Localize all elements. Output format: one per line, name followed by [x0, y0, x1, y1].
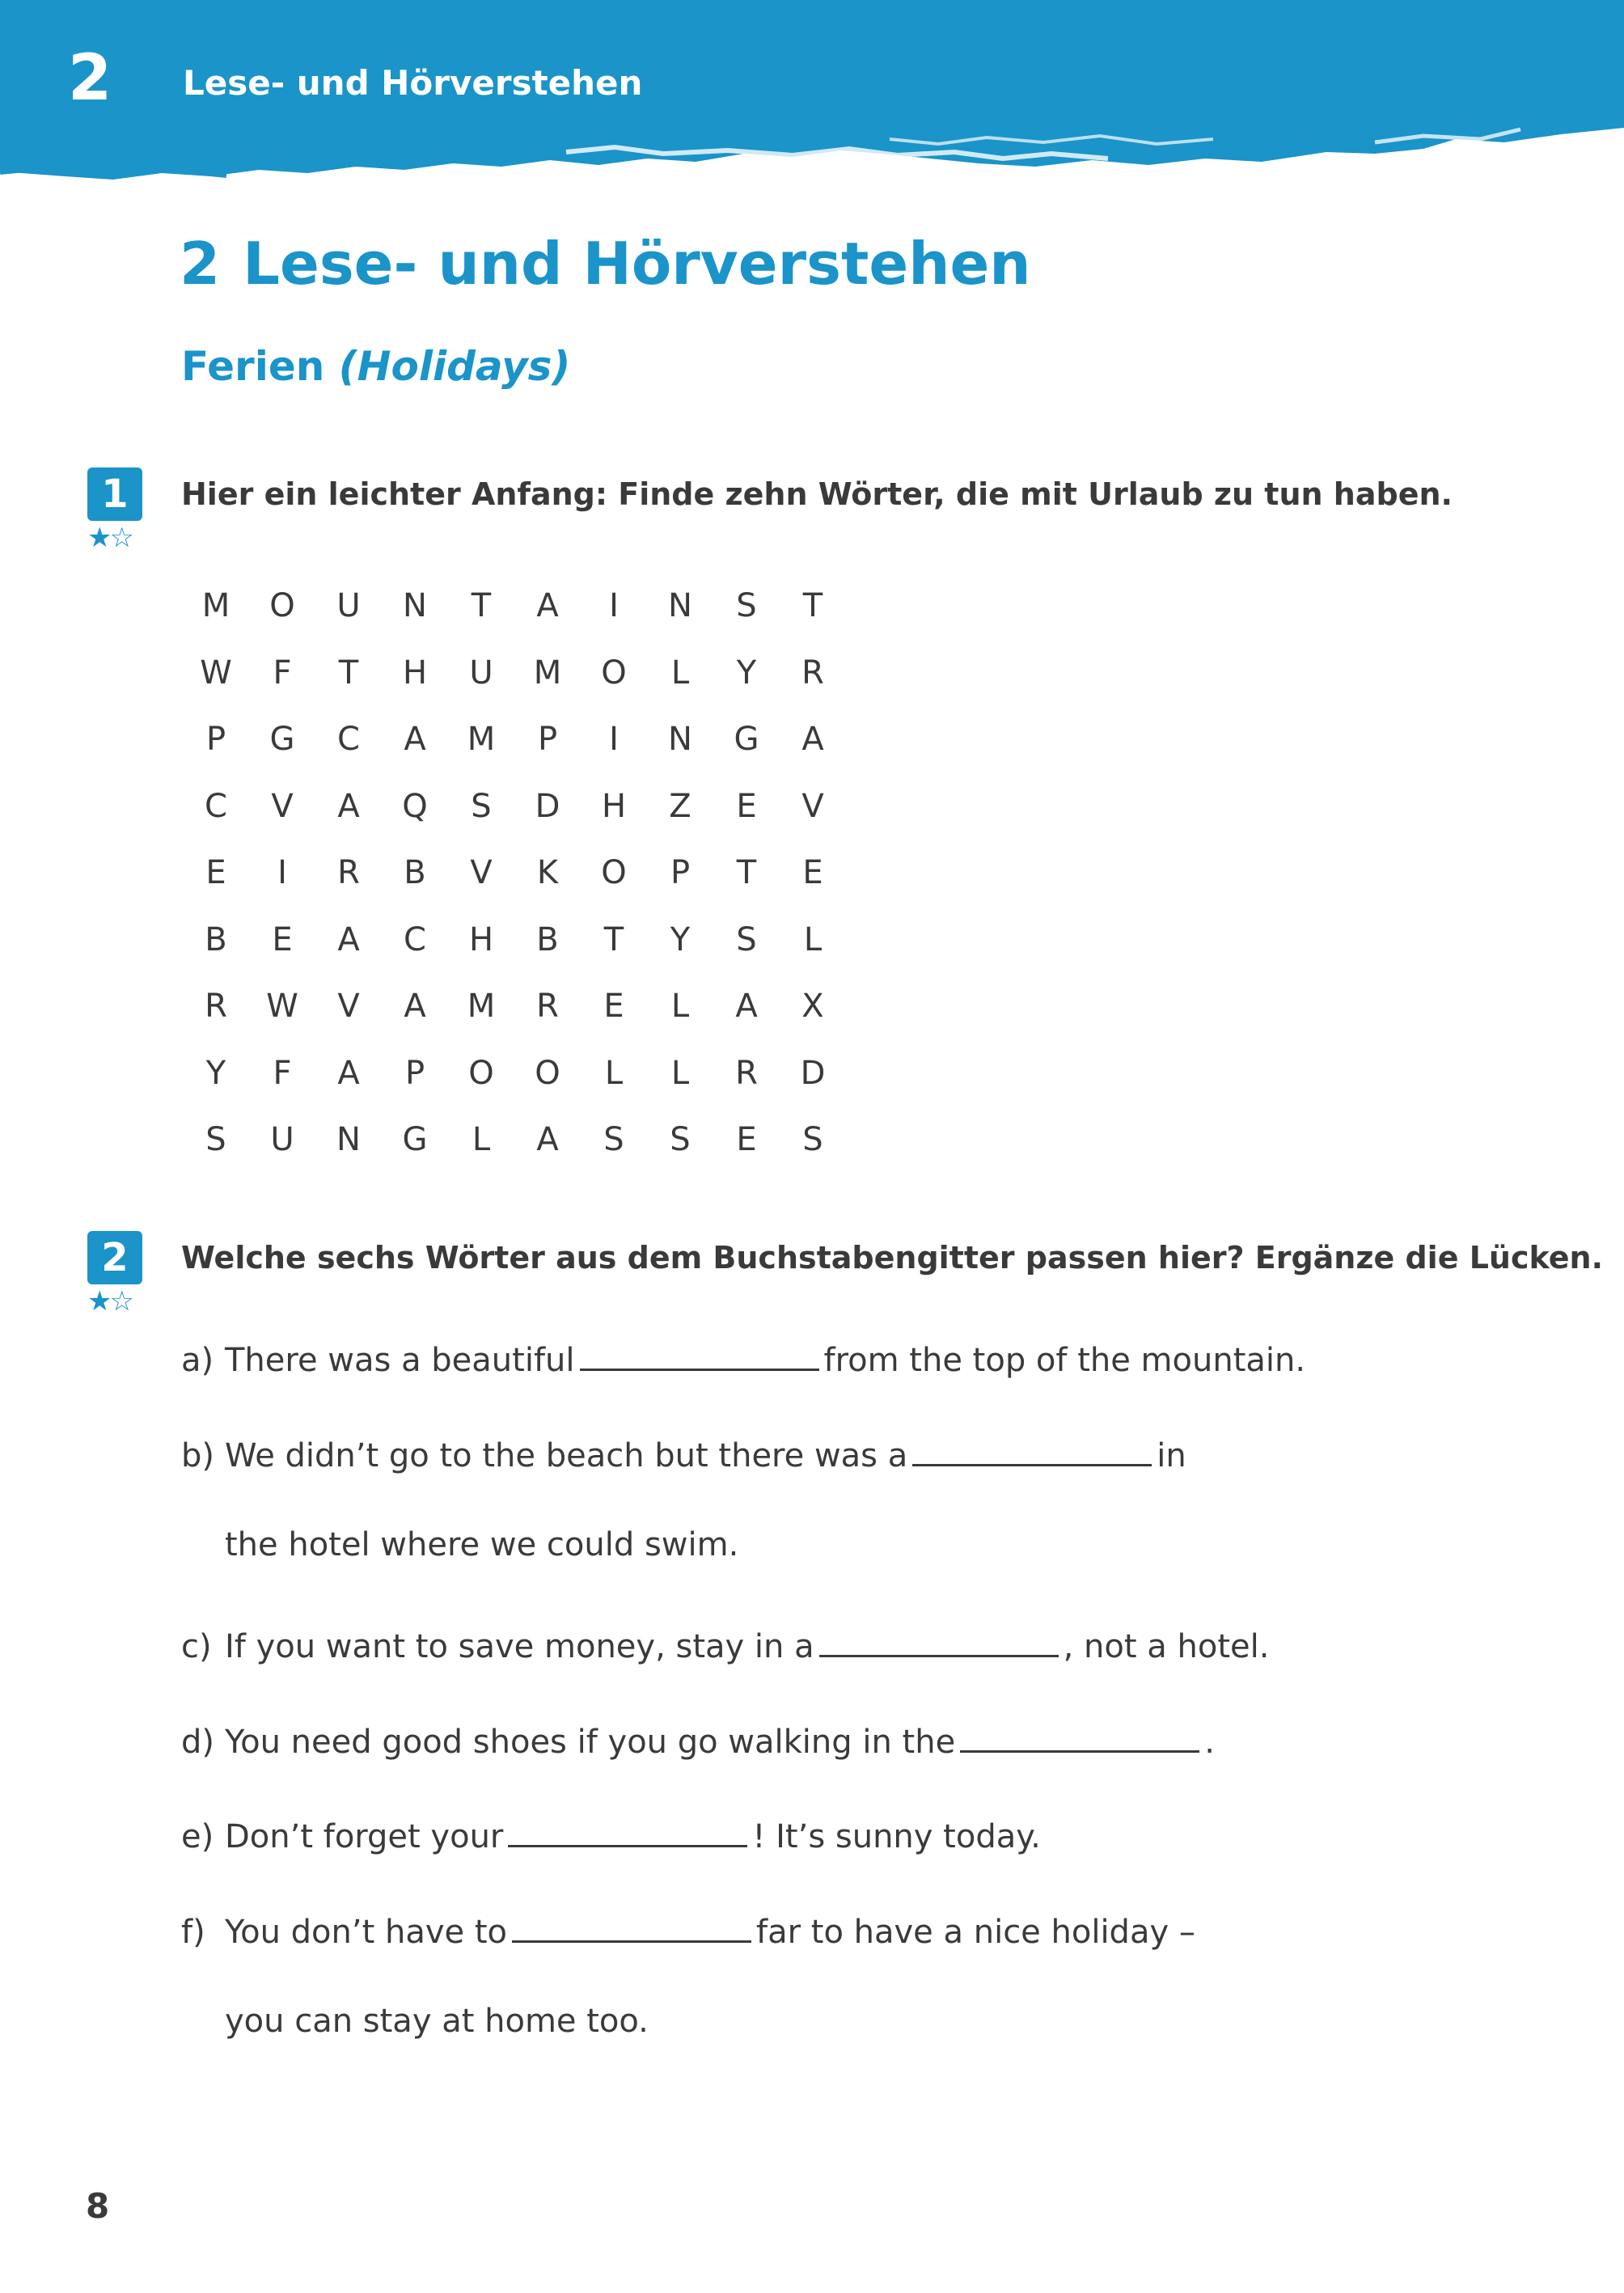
grid-letter[interactable]: Z	[669, 787, 691, 825]
sentence-d	[181, 1720, 1215, 1761]
sentence-c	[181, 1624, 1269, 1663]
grid-letter[interactable]: T	[603, 920, 624, 958]
grid-row	[183, 973, 846, 1040]
grid-letter[interactable]: L	[670, 654, 690, 692]
section-title	[181, 343, 571, 390]
sentence-c-before: If you want to save money, stay in a	[225, 1628, 814, 1665]
grid-letter[interactable]: C	[404, 920, 426, 958]
grid-letter[interactable]: F	[273, 654, 292, 692]
grid-letter[interactable]: Y	[736, 654, 757, 692]
grid-letter[interactable]: S	[736, 587, 757, 625]
grid-letter[interactable]: I	[609, 721, 619, 759]
page-title-text: Lese- und Hörverstehen	[243, 230, 1031, 298]
grid-letter[interactable]: N	[403, 587, 427, 625]
sentence-b-continuation: the hotel where we could swim.	[225, 1526, 739, 1563]
grid-letter[interactable]: A	[337, 920, 360, 958]
grid-letter[interactable]: P	[205, 721, 226, 759]
grid-letter[interactable]: Y	[670, 920, 691, 958]
exercise-2-instruction: Welche sechs Wörter aus dem Buchstabengitter passen hier? Ergänze die Lücken.	[181, 1240, 1604, 1276]
grid-row	[183, 1106, 846, 1174]
grid-row	[183, 840, 846, 907]
grid-letter[interactable]: E	[603, 988, 624, 1026]
grid-letter[interactable]: B	[205, 920, 227, 958]
grid-letter[interactable]: P	[537, 721, 558, 759]
sentence-b-label: b)	[181, 1437, 214, 1474]
header-chapter-title: Lese- und Hörverstehen	[183, 63, 643, 103]
grid-row	[183, 773, 846, 840]
grid-letter[interactable]: O	[269, 587, 295, 625]
grid-row	[183, 1040, 846, 1107]
grid-letter[interactable]: H	[601, 787, 627, 825]
grid-letter[interactable]: A	[337, 1054, 360, 1092]
sentence-b-after: in	[1157, 1437, 1186, 1474]
grid-letter[interactable]: R	[536, 988, 559, 1026]
grid-row	[183, 907, 846, 974]
sentence-f-after: far to have a nice holiday –	[756, 1914, 1195, 1951]
grid-letter[interactable]: M	[467, 721, 496, 759]
sentence-a-label: a)	[181, 1342, 214, 1379]
sentence-b-blank[interactable]	[912, 1433, 1152, 1466]
grid-letter[interactable]: T	[338, 654, 359, 692]
grid-letter[interactable]: T	[802, 587, 823, 625]
grid-letter[interactable]: X	[801, 988, 824, 1026]
exercise-2-number: 2	[87, 1231, 142, 1284]
grid-letter[interactable]: A	[404, 988, 426, 1026]
word-search-grid	[183, 573, 846, 1174]
grid-letter[interactable]: N	[668, 587, 692, 625]
sentence-c-blank[interactable]	[819, 1624, 1059, 1657]
exercise-1-instruction: Hier ein leichter Anfang: Finde zehn Wörter, die mit Urlaub zu tun haben.	[181, 476, 1453, 512]
grid-letter[interactable]: A	[735, 988, 758, 1026]
grid-row	[183, 706, 846, 773]
grid-letter[interactable]: V	[271, 787, 294, 825]
grid-row	[183, 573, 846, 640]
grid-letter[interactable]: T	[471, 587, 492, 625]
grid-letter[interactable]: M	[201, 587, 230, 625]
sentence-e	[181, 1814, 1041, 1853]
grid-letter[interactable]: O	[601, 654, 627, 692]
grid-letter[interactable]: N	[668, 721, 692, 759]
page-title	[180, 230, 1031, 298]
sentence-f-before: You don’t have to	[225, 1914, 508, 1951]
grid-letter[interactable]: S	[603, 1121, 624, 1159]
exercise-2-difficulty-stars-icon: ★☆	[87, 1285, 132, 1318]
sentence-a-before: There was a beautiful	[225, 1342, 575, 1379]
grid-letter[interactable]: Y	[205, 1054, 226, 1092]
grid-letter[interactable]: I	[609, 587, 619, 625]
sentence-f-blank[interactable]	[512, 1910, 751, 1943]
grid-letter[interactable]: R	[205, 988, 227, 1026]
grid-letter[interactable]: D	[800, 1054, 826, 1092]
grid-letter[interactable]: A	[337, 787, 360, 825]
exercise-1-difficulty-stars-icon: ★☆	[87, 522, 132, 554]
grid-letter[interactable]: E	[736, 1121, 757, 1159]
grid-letter[interactable]: N	[336, 1121, 361, 1159]
sentence-c-after: , not a hotel.	[1063, 1628, 1270, 1665]
grid-letter[interactable]: I	[277, 854, 287, 892]
sentence-d-label: d)	[181, 1724, 214, 1761]
sentence-d-after: .	[1204, 1724, 1215, 1761]
grid-letter[interactable]: S	[670, 1121, 691, 1159]
grid-letter[interactable]: G	[269, 721, 295, 759]
grid-letter[interactable]: G	[402, 1121, 428, 1159]
exercise-2-badge	[87, 1231, 142, 1318]
grid-letter[interactable]: Q	[402, 787, 428, 825]
sentence-e-label: e)	[181, 1818, 214, 1855]
grid-letter[interactable]: B	[536, 920, 559, 958]
grid-letter[interactable]: S	[471, 787, 492, 825]
exercise-1-number: 1	[87, 467, 142, 521]
exercise-1-badge	[87, 467, 142, 554]
grid-letter[interactable]: U	[469, 654, 493, 692]
sentence-f-continuation: you can stay at home too.	[225, 2003, 649, 2040]
grid-letter[interactable]: S	[205, 1121, 226, 1159]
grid-letter[interactable]: R	[337, 854, 360, 892]
grid-letter[interactable]: E	[736, 787, 757, 825]
grid-letter[interactable]: G	[734, 721, 759, 759]
grid-letter[interactable]: S	[736, 920, 757, 958]
page-title-number: 2	[180, 230, 221, 298]
sentence-f	[181, 1910, 1195, 1951]
grid-letter[interactable]: A	[801, 721, 824, 759]
grid-letter[interactable]: F	[273, 1054, 292, 1092]
grid-letter[interactable]: C	[205, 787, 227, 825]
sentence-c-label: c)	[181, 1628, 212, 1665]
sentence-d-before: You need good shoes if you go walking in the	[225, 1724, 956, 1761]
grid-letter[interactable]: P	[670, 854, 691, 892]
grid-letter[interactable]: A	[404, 721, 426, 759]
grid-letter[interactable]: O	[468, 1054, 494, 1092]
sentence-e-blank[interactable]	[508, 1814, 747, 1847]
grid-letter[interactable]: C	[337, 721, 360, 759]
grid-letter[interactable]: O	[601, 854, 627, 892]
sentence-a	[181, 1338, 1305, 1377]
grid-letter[interactable]: A	[536, 587, 559, 625]
grid-letter[interactable]: D	[535, 787, 560, 825]
grid-letter[interactable]: V	[470, 854, 493, 892]
grid-letter[interactable]: E	[205, 854, 226, 892]
grid-letter[interactable]: K	[536, 854, 559, 892]
grid-letter[interactable]: L	[472, 1121, 491, 1159]
sentence-e-after: ! It’s sunny today.	[752, 1818, 1041, 1855]
grid-letter[interactable]: S	[802, 1121, 823, 1159]
grid-letter[interactable]: R	[735, 1054, 758, 1092]
page-number: 8	[86, 2186, 110, 2226]
grid-letter[interactable]: V	[801, 787, 824, 825]
grid-letter[interactable]: E	[272, 920, 293, 958]
grid-letter[interactable]: B	[404, 854, 426, 892]
grid-letter[interactable]: U	[270, 1121, 294, 1159]
grid-letter[interactable]: T	[736, 854, 757, 892]
grid-letter[interactable]: U	[336, 587, 361, 625]
grid-letter[interactable]: H	[468, 920, 494, 958]
grid-letter[interactable]: P	[404, 1054, 425, 1092]
grid-letter[interactable]: L	[604, 1054, 624, 1092]
grid-row	[183, 640, 846, 707]
grid-letter[interactable]: A	[536, 1121, 559, 1159]
grid-letter[interactable]: R	[801, 654, 824, 692]
sentence-e-before: Don’t forget your	[225, 1818, 504, 1855]
grid-letter[interactable]: W	[200, 654, 232, 692]
sentence-f-label: f)	[181, 1914, 205, 1951]
grid-letter[interactable]: O	[535, 1054, 560, 1092]
sentence-a-after: from the top of the mountain.	[823, 1342, 1306, 1379]
sentence-a-blank[interactable]	[580, 1338, 819, 1371]
section-title-en: (Holidays)	[338, 343, 571, 390]
section-title-de: Ferien	[181, 343, 325, 390]
sentence-d-blank[interactable]	[960, 1720, 1199, 1753]
grid-letter[interactable]: L	[670, 988, 690, 1026]
grid-letter[interactable]: E	[802, 854, 823, 892]
grid-letter[interactable]: M	[533, 654, 562, 692]
grid-letter[interactable]: W	[266, 988, 298, 1026]
grid-letter[interactable]: M	[467, 988, 496, 1026]
grid-letter[interactable]: H	[402, 654, 428, 692]
grid-letter[interactable]: V	[337, 988, 360, 1026]
sentence-b	[181, 1433, 1186, 1472]
sentence-b-before: We didn’t go to the beach but there was a	[225, 1437, 908, 1474]
grid-letter[interactable]: L	[803, 920, 823, 958]
header-chapter-number: 2	[68, 42, 112, 115]
grid-letter[interactable]: L	[670, 1054, 690, 1092]
